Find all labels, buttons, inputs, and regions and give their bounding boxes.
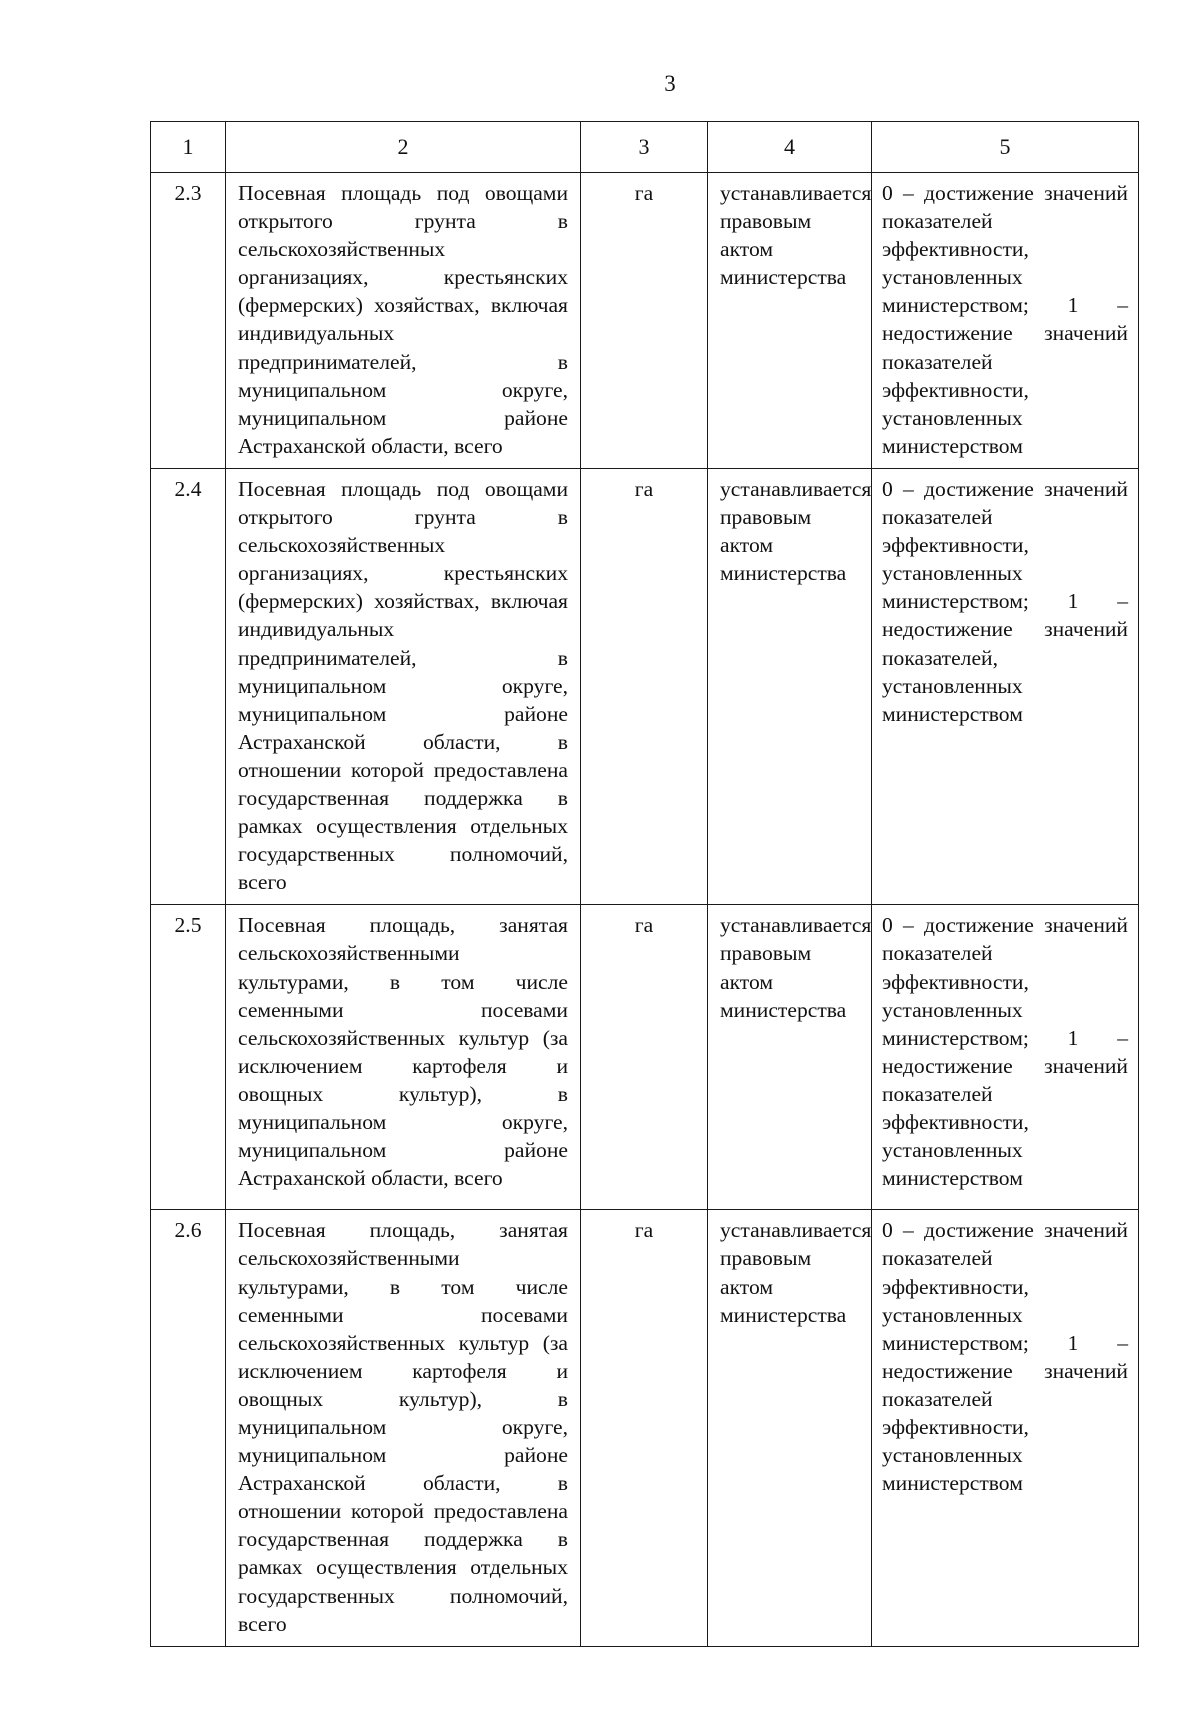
page-number: 3 [664, 71, 676, 96]
row-number: 2.5 [151, 905, 226, 1210]
table-row [151, 468, 1139, 904]
column-header-5: 5 [872, 122, 1139, 173]
indicator-name: Посевная площадь, занятая сельскохозяйственными культурами, в том числе семенными посевами сельскохозяйственных культур (за исключением картофеля и овощных культур), в муниципальном округе, муниципальном районе Астраханской области, всего [226, 905, 581, 1210]
indicator-name: Посевная площадь под овощами открытого грунта в сельскохозяйственных организациях, крестьянских (фермерских) хозяйствах, включая индивидуальных предпринимателей, в муниципальном округе, муниципальном районе Астраханской области, всего [226, 173, 581, 469]
row-number: 2.6 [151, 1210, 226, 1646]
column-header-4: 4 [708, 122, 872, 173]
value-source: устанавливается правовым актом министерства [708, 468, 872, 904]
unit-of-measure: га [581, 468, 708, 904]
table-row [151, 1210, 1139, 1646]
indicator-name: Посевная площадь под овощами открытого грунта в сельскохозяйственных организациях, крестьянских (фермерских) хозяйствах, включая индивидуальных предпринимателей, в муниципальном округе, муниципальном районе Астраханской области, в отношении которой предоставлена государственная поддержка в рамках осуществления отдельных государственных полномочий, всего [226, 468, 581, 904]
value-source: устанавливается правовым актом министерства [708, 905, 872, 1210]
value-source: устанавливается правовым актом министерства [708, 173, 872, 469]
indicators-table [150, 121, 1139, 1647]
column-header-2: 2 [226, 122, 581, 173]
evaluation-criteria: 0 – достижение значений показателей эффективности, установленных министерством; 1 – недостижение значений показателей эффективности, установленных министерством [872, 1210, 1139, 1646]
table-row [151, 173, 1139, 469]
column-header-3: 3 [581, 122, 708, 173]
column-header-1: 1 [151, 122, 226, 173]
unit-of-measure: га [581, 1210, 708, 1646]
indicator-name: Посевная площадь, занятая сельскохозяйственными культурами, в том числе семенными посевами сельскохозяйственных культур (за исключением картофеля и овощных культур), в муниципальном округе, муниципальном районе Астраханской области, в отношении которой предоставлена государственная поддержка в рамках осуществления отдельных государственных полномочий, всего [226, 1210, 581, 1646]
value-source: устанавливается правовым актом министерства [708, 1210, 872, 1646]
unit-of-measure: га [581, 173, 708, 469]
row-number: 2.4 [151, 468, 226, 904]
evaluation-criteria: 0 – достижение значений показателей эффективности, установленных министерством; 1 – недостижение значений показателей, установленных министерством [872, 468, 1139, 904]
unit-of-measure: га [581, 905, 708, 1210]
table-row [151, 905, 1139, 1210]
evaluation-criteria: 0 – достижение значений показателей эффективности, установленных министерством; 1 – недостижение значений показателей эффективности, установленных министерством [872, 173, 1139, 469]
evaluation-criteria: 0 – достижение значений показателей эффективности, установленных министерством; 1 – недостижение значений показателей эффективности, установленных министерством [872, 905, 1139, 1210]
row-number: 2.3 [151, 173, 226, 469]
table-header-row [151, 122, 1139, 173]
